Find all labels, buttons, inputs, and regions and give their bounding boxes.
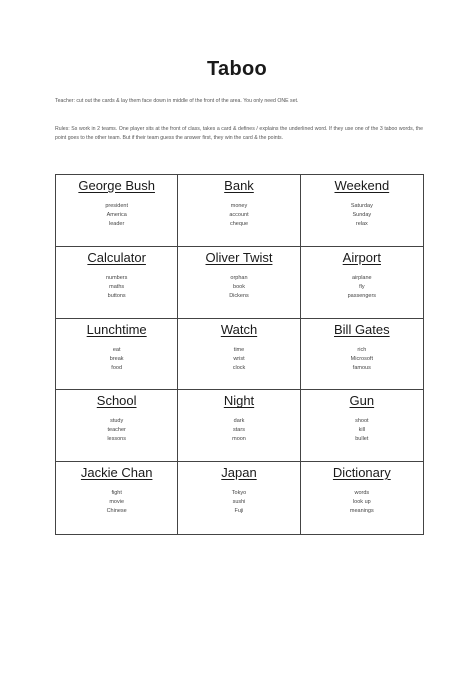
taboo-word: Chinese xyxy=(106,508,127,515)
taboo-word-list xyxy=(56,346,177,373)
taboo-word: Saturday xyxy=(350,203,373,209)
taboo-word-list xyxy=(56,202,177,229)
taboo-word-list xyxy=(301,489,423,516)
taboo-word-list xyxy=(178,202,299,229)
taboo-word: president xyxy=(105,203,128,209)
taboo-word: clock xyxy=(232,364,246,371)
taboo-word: Dickens xyxy=(229,292,249,299)
taboo-word: dark xyxy=(233,418,245,425)
taboo-word: lessons xyxy=(107,436,126,443)
taboo-word: look up xyxy=(352,499,371,506)
taboo-card xyxy=(56,247,178,319)
taboo-word: study xyxy=(110,418,124,425)
taboo-word-list xyxy=(301,202,423,229)
taboo-card xyxy=(56,175,178,247)
card-word: Airport xyxy=(342,249,381,265)
taboo-word: relax xyxy=(355,221,368,227)
taboo-card xyxy=(178,462,300,534)
taboo-word: words xyxy=(354,490,370,497)
instructions-rules: Rules: Ss work in 2 teams. One player sits at the front of class, takes a card & defines / explains the underlined word. If they use one of the 3 taboo words, the point goes to the other team. But if their team guess the answer first, they win the card & the points. xyxy=(55,126,423,141)
card-word: Calculator xyxy=(87,249,146,265)
taboo-word: stars xyxy=(233,427,245,434)
taboo-card xyxy=(56,462,178,534)
taboo-word: numbers xyxy=(105,274,128,281)
taboo-word: book xyxy=(233,283,245,290)
taboo-word: orphan xyxy=(230,274,248,281)
taboo-word: cheque xyxy=(229,221,249,227)
card-word: Jackie Chan xyxy=(80,465,153,481)
taboo-word-list xyxy=(56,489,177,516)
taboo-word-list xyxy=(56,274,177,301)
taboo-card xyxy=(178,247,300,319)
taboo-word: eat xyxy=(112,346,121,353)
taboo-word-list xyxy=(178,417,299,444)
taboo-card xyxy=(178,390,300,462)
taboo-word: wrist xyxy=(233,355,245,362)
card-word: Night xyxy=(223,393,255,409)
taboo-word: bullet xyxy=(355,436,369,443)
taboo-word: kill xyxy=(358,427,366,434)
taboo-word: break xyxy=(109,355,124,362)
taboo-word: money xyxy=(230,203,248,209)
taboo-word: buttons xyxy=(107,292,126,299)
card-word: Dictionary xyxy=(332,465,391,481)
taboo-word: moon xyxy=(232,436,246,443)
taboo-word: Microsoft xyxy=(350,355,373,362)
taboo-word: fight xyxy=(111,490,122,497)
taboo-word: Fuji xyxy=(234,508,244,515)
taboo-word: rich xyxy=(357,346,367,353)
taboo-word-list xyxy=(178,346,299,373)
card-word: Gun xyxy=(349,393,375,409)
taboo-word: America xyxy=(106,212,127,218)
taboo-word-list xyxy=(178,274,299,301)
taboo-word: shoot xyxy=(355,418,369,425)
card-word: Lunchtime xyxy=(86,321,147,337)
card-word: Watch xyxy=(220,321,258,337)
taboo-word-list xyxy=(301,274,423,301)
taboo-word-list xyxy=(301,346,423,373)
card-word: Bill Gates xyxy=(334,321,390,337)
taboo-word: passengers xyxy=(347,292,377,299)
taboo-word: food xyxy=(111,364,123,371)
taboo-card xyxy=(301,175,423,247)
taboo-word-list xyxy=(56,417,177,444)
taboo-word-list xyxy=(301,417,423,444)
card-word: Weekend xyxy=(334,178,390,193)
taboo-card-grid xyxy=(55,174,424,535)
taboo-word: teacher xyxy=(107,427,126,434)
taboo-card xyxy=(178,319,300,391)
taboo-word-list xyxy=(178,489,299,516)
page-title: Taboo xyxy=(206,58,267,80)
taboo-word: leader xyxy=(109,221,125,227)
card-word: Oliver Twist xyxy=(205,249,273,265)
taboo-card xyxy=(56,390,178,462)
taboo-word: maths xyxy=(109,283,125,290)
taboo-card xyxy=(301,319,423,391)
taboo-card xyxy=(301,247,423,319)
card-word: Bank xyxy=(224,178,254,193)
instructions-teacher: Teacher: cut out the cards & lay them face down in middle of the front of the area. You only need ONE set. xyxy=(55,98,299,104)
taboo-card xyxy=(178,175,300,247)
taboo-word: airplane xyxy=(352,274,372,281)
taboo-word: account xyxy=(229,212,249,218)
taboo-word: Tokyo xyxy=(231,490,247,497)
card-word: School xyxy=(96,393,137,409)
taboo-word: famous xyxy=(352,364,371,371)
taboo-word: sushi xyxy=(232,499,246,506)
taboo-card xyxy=(56,319,178,391)
taboo-card xyxy=(301,462,423,534)
taboo-word: meanings xyxy=(349,508,374,515)
taboo-card xyxy=(301,390,423,462)
taboo-word: movie xyxy=(109,499,124,506)
card-word: Japan xyxy=(221,465,257,481)
taboo-word: fly xyxy=(359,283,365,290)
card-word: George Bush xyxy=(78,178,155,193)
taboo-word: time xyxy=(233,346,245,353)
taboo-word: Sunday xyxy=(352,212,372,218)
